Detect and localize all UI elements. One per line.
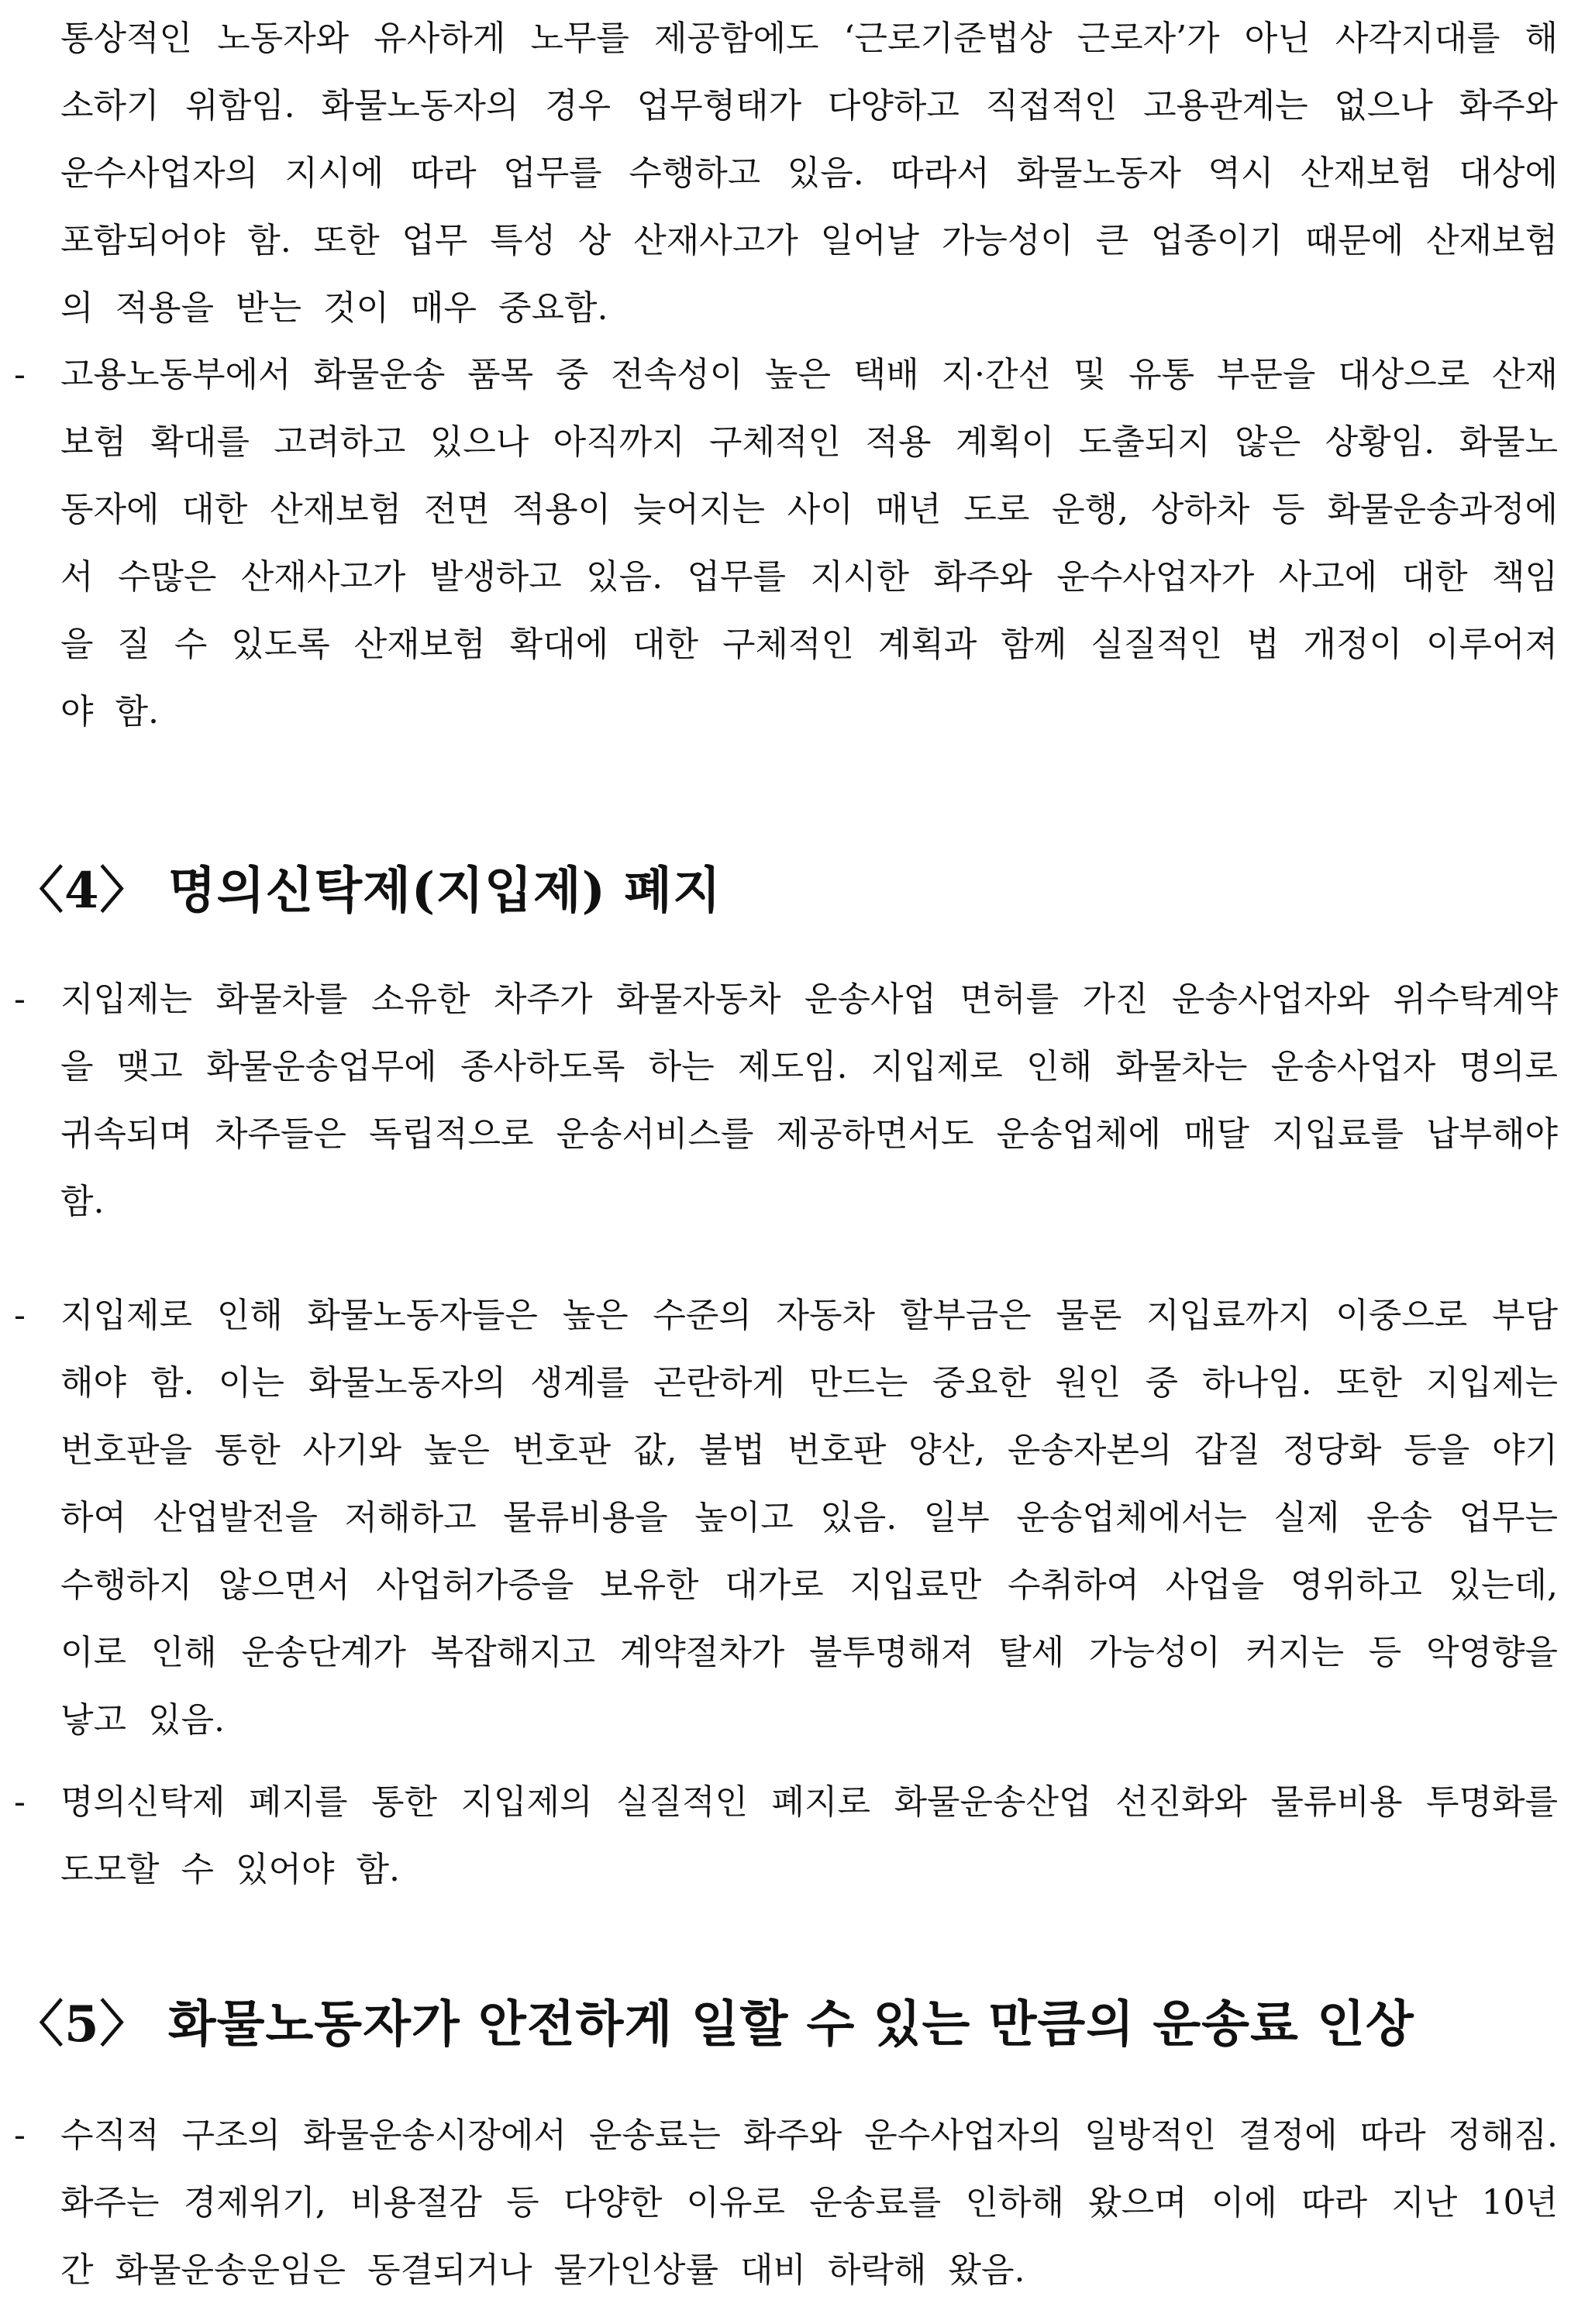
bullet-item bbox=[14, 1282, 1558, 1754]
section-heading-4: 〈4〉 명의신탁제(지입제) 폐지 bbox=[14, 862, 722, 920]
bullet-dash: - bbox=[14, 1296, 26, 1335]
bullet-dash: - bbox=[14, 1782, 26, 1822]
bullet-text: 지입제는 화물차를 소유한 차주가 화물자동차 운송사업 면허를 가진 운송사업자와 위수탁계약을 맺고 화물운송업무에 종사하도록 하는 제도임. 지입제로 인해 화물차는 운송사업자 명의로 귀속되며 차주들은 독립적으로 운송서비스를 제공하면서도 운송업체에 매달 지입료를 납부해야 함. bbox=[60, 980, 1558, 1221]
bullet-text: 고용노동부에서 화물운송 품목 중 전속성이 높은 택배 지·간선 및 유통 부문을 대상으로 산재보험 확대를 고려하고 있으나 아직까지 구체적인 적용 계획이 도출되지 않은 상황임. 화물노동자에 대한 산재보험 전면 적용이 늦어지는 사이 매년 도로 운행, 상하차 등 화물운송과정에서 수많은 산재사고가 발생하고 있음. 업무를 지시한 화주와 운수사업자가 사고에 대한 책임을 질 수 있도록 산재보험 확대에 대한 구체적인 계획과 함께 실질적인 법 개정이 이루어져야 함. bbox=[60, 355, 1558, 732]
bullet-text: 수직적 구조의 화물운송시장에서 운송료는 화주와 운수사업자의 일방적인 결정에 따라 정해짐. 화주는 경제위기, 비용절감 등 다양한 이유로 운송료를 인하해 왔으며 이에 따라 지난 10년간 화물운송운임은 동결되거나 물가인상률 대비 하락해 왔음. bbox=[60, 2116, 1559, 2290]
bullet-item bbox=[14, 966, 1558, 1235]
bullet-dash: - bbox=[14, 980, 26, 1019]
bullet-item bbox=[14, 341, 1558, 745]
section-heading-5: 〈5〉 화물노동자가 안전하게 일할 수 있는 만큼의 운송료 인상 bbox=[14, 1995, 1414, 2054]
bullet-item bbox=[14, 2102, 1558, 2304]
bullet-text: 명의신탁제 폐지를 통한 지입제의 실질적인 폐지로 화물운송산업 선진화와 물류비용 투명화를 도모할 수 있어야 함. bbox=[60, 1782, 1558, 1889]
bullet-item bbox=[14, 1768, 1558, 1903]
bullet-dash: - bbox=[14, 355, 26, 394]
continuation-paragraph: 통상적인 노동자와 유사하게 노무를 제공함에도 ‘근로기준법상 근로자’가 아닌 사각지대를 해소하기 위함임. 화물노동자의 경우 업무형태가 다양하고 직접적인 고용관계는 없으나 화주와 운수사업자의 지시에 따라 업무를 수행하고 있음. 따라서 화물노동자 역시 산재보험 대상에 포함되어야 함. 또한 업무 특성 상 산재사고가 일어날 가능성이 큰 업종이기 때문에 산재보험의 적용을 받는 것이 매우 중요함. bbox=[60, 19, 1558, 328]
bullet-text: 지입제로 인해 화물노동자들은 높은 수준의 자동차 할부금은 물론 지입료까지 이중으로 부담해야 함. 이는 화물노동자의 생계를 곤란하게 만드는 중요한 원인 중 하나임. 또한 지입제는 번호판을 통한 사기와 높은 번호판 값, 불법 번호판 양산, 운송자본의 갑질 정당화 등을 야기하여 산업발전을 저해하고 물류비용을 높이고 있음. 일부 운송업체에서는 실제 운송 업무는 수행하지 않으면서 사업허가증을 보유한 대가로 지입료만 수취하여 사업을 영위하고 있는데, 이로 인해 운송단계가 복잡해지고 계약절차가 불투명해져 탈세 가능성이 커지는 등 악영향을 낳고 있음. bbox=[60, 1296, 1558, 1740]
bullet-dash: - bbox=[14, 2116, 26, 2155]
